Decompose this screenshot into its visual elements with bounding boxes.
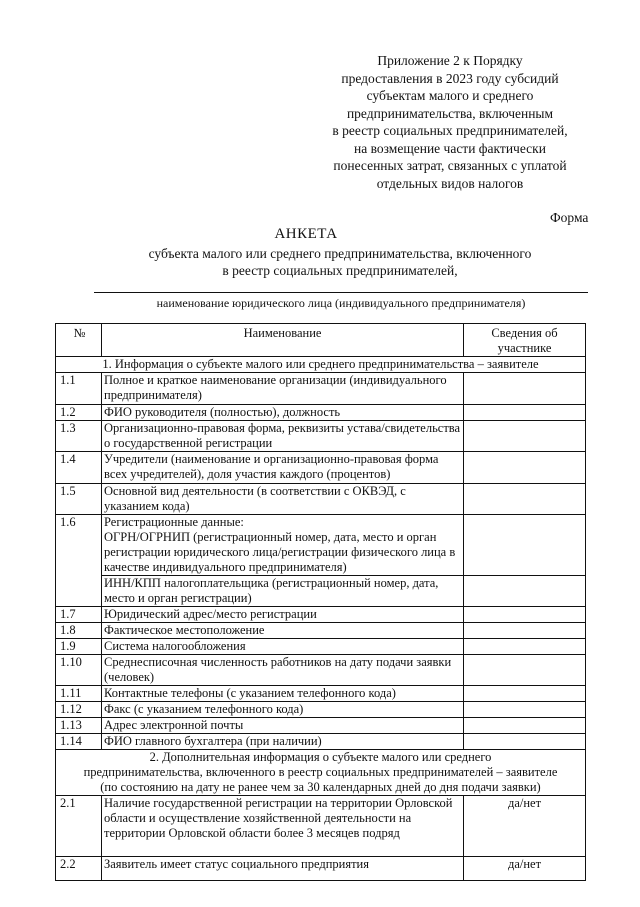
row-value[interactable] <box>464 686 586 702</box>
appendix-line: предоставления в 2023 году субсидий <box>341 70 559 86</box>
row-name: Основной вид деятельности (в соответствии с ОКВЭД, с указанием кода) <box>102 484 464 515</box>
questionnaire-table <box>55 323 586 881</box>
appendix-header <box>300 52 600 192</box>
table-row <box>56 655 586 686</box>
row-value[interactable] <box>464 702 586 718</box>
appendix-line: предпринимательства, включенным <box>346 105 554 121</box>
row-num: 1.9 <box>56 639 102 655</box>
appendix-line: в реестр социальных предпринимателей, <box>332 123 568 138</box>
header-name: Наименование <box>102 324 464 357</box>
table-row <box>56 576 586 607</box>
row-name: Регистрационные данные: <box>102 515 464 531</box>
row-name: Факс (с указанием телефонного кода) <box>102 702 464 718</box>
table-row <box>56 857 586 881</box>
row-name: Система налогообложения <box>102 639 464 655</box>
table-row <box>56 515 586 531</box>
row-name: Организационно-правовая форма, реквизиты устава/свидетельства о государственной регистрации <box>102 421 464 452</box>
table-row <box>56 796 586 857</box>
row-num: 1.7 <box>56 607 102 623</box>
name-caption: наименование юридического лица (индивидуального предпринимателя) <box>156 296 526 310</box>
row-value[interactable] <box>464 576 586 607</box>
row-name: Адрес электронной почты <box>102 718 464 734</box>
table-row <box>56 484 586 515</box>
table-row <box>56 405 586 421</box>
section-1-title: 1. Информация о субъекте малого или среднего предпринимательства – заявителе <box>56 357 586 373</box>
row-num: 2.1 <box>56 796 102 857</box>
section-2-line: (по состоянию на дату не ранее чем за 30 календарных дней до дня подачи заявки) <box>100 780 541 794</box>
row-value[interactable]: да/нет <box>464 796 586 857</box>
appendix-line: субъектам малого и среднего <box>366 88 534 103</box>
row-value[interactable] <box>464 718 586 734</box>
row-name: Среднесписочная численность работников на дату подачи заявки (человек) <box>102 655 464 686</box>
appendix-line: понесенных затрат, связанных с уплатой <box>333 158 567 173</box>
row-value[interactable] <box>464 655 586 686</box>
section-2-line: предпринимательства, включенного в реестр социальных предпринимателей – заявителе <box>83 765 558 779</box>
row-num: 1.12 <box>56 702 102 718</box>
row-name: Юридический адрес/место регистрации <box>102 607 464 623</box>
table-row <box>56 718 586 734</box>
row-value[interactable] <box>464 452 586 484</box>
table-row <box>56 686 586 702</box>
section-1-row <box>56 357 586 373</box>
row-num: 2.2 <box>56 857 102 881</box>
row-num: 1.13 <box>56 718 102 734</box>
row-num: 1.2 <box>56 405 102 421</box>
row-value[interactable] <box>464 623 586 639</box>
row-value[interactable] <box>464 515 586 576</box>
row-num: 1.1 <box>56 373 102 405</box>
row-value[interactable] <box>464 734 586 750</box>
table-row <box>56 639 586 655</box>
row-name: ФИО главного бухгалтера (при наличии) <box>102 734 464 750</box>
table-row <box>56 702 586 718</box>
row-value[interactable] <box>464 373 586 405</box>
appendix-line: отдельных видов налогов <box>376 175 524 191</box>
row-value[interactable] <box>464 405 586 421</box>
subtitle-line: субъекта малого или среднего предпринимательства, включенного <box>148 246 532 261</box>
row-value[interactable] <box>464 607 586 623</box>
row-num: 1.11 <box>56 686 102 702</box>
table-row <box>56 452 586 484</box>
row-name: Фактическое местоположение <box>102 623 464 639</box>
row-num: 1.14 <box>56 734 102 750</box>
table-row <box>56 373 586 405</box>
row-num: 1.10 <box>56 655 102 686</box>
row-num: 1.6 <box>56 515 102 607</box>
row-name: Полное и краткое наименование организации (индивидуального предпринимателя) <box>102 373 464 405</box>
document-title: АНКЕТА <box>274 226 338 242</box>
table-header-row <box>56 324 586 357</box>
row-name: Заявитель имеет статус социального предприятия <box>102 857 464 881</box>
table-row <box>56 607 586 623</box>
row-num: 1.4 <box>56 452 102 484</box>
section-2-line: 2. Дополнительная информация о субъекте малого или среднего <box>149 750 492 764</box>
section-2-title <box>56 750 586 796</box>
header-num: № <box>56 324 102 357</box>
header-info: Сведения об участнике <box>464 324 586 357</box>
section-2-row <box>56 750 586 796</box>
row-num: 1.3 <box>56 421 102 452</box>
row-name-ogrn: ОГРН/ОГРНИП (регистрационный номер, дата, место и орган регистрации юридического лица/регистрации физического лица в качестве индивидуального предпринимателя) <box>102 530 464 576</box>
name-fill-line <box>94 292 588 293</box>
row-name: ФИО руководителя (полностью), должность <box>102 405 464 421</box>
row-value[interactable] <box>464 484 586 515</box>
row-name: Контактные телефоны (с указанием телефонного кода) <box>102 686 464 702</box>
row-value[interactable] <box>464 639 586 655</box>
row-name-inn: ИНН/КПП налогоплательщика (регистрационный номер, дата, место и орган регистрации) <box>102 576 464 607</box>
row-name: Наличие государственной регистрации на территории Орловской области и осуществление хозяйственной деятельности на территории Орловской области более 3 месяцев подряд <box>102 796 464 857</box>
subtitle-line: в реестр социальных предпринимателей, <box>222 263 458 278</box>
row-value[interactable]: да/нет <box>464 857 586 881</box>
appendix-line: Приложение 2 к Порядку <box>377 53 523 68</box>
table-row <box>56 421 586 452</box>
table-row <box>56 734 586 750</box>
form-label: Форма <box>550 210 589 225</box>
table-row <box>56 623 586 639</box>
row-num: 1.5 <box>56 484 102 515</box>
document-subtitle <box>90 245 590 279</box>
appendix-line: на возмещение части фактически <box>354 140 546 156</box>
row-name: Учредители (наименование и организационно-правовая форма всех учредителей), доля участия каждого (процентов) <box>102 452 464 484</box>
row-num: 1.8 <box>56 623 102 639</box>
row-value[interactable] <box>464 421 586 452</box>
